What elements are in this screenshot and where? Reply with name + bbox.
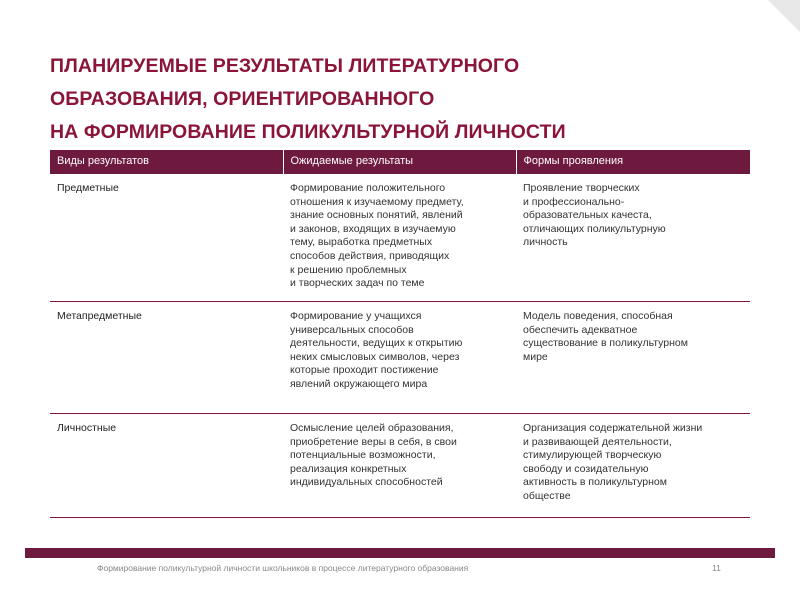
header-expected-results: Ожидаемые результаты: [283, 150, 516, 174]
page-number: 11: [712, 563, 721, 573]
table-header-row: [50, 150, 750, 174]
results-table: [50, 150, 750, 518]
title-line-3: НА ФОРМИРОВАНИЕ ПОЛИКУЛЬТУРНОЙ ЛИЧНОСТИ: [50, 121, 566, 143]
table-row: [50, 302, 750, 414]
footer-caption: Формирование поликультурной личности школьников в процессе литературного образования: [97, 563, 469, 573]
cell-manifestation-form: Модель поведения, способная обеспечить адекватное существование в поликультурном мире: [516, 302, 750, 414]
cell-expected-result: Осмысление целей образования, приобретение веры в себя, в свои потенциальные возможности, реализация конкретных индивидуальных способностей: [283, 414, 516, 518]
cell-result-type: Предметные: [50, 174, 283, 302]
title-line-1: ПЛАНИРУЕМЫЕ РЕЗУЛЬТАТЫ ЛИТЕРАТУРНОГО: [50, 55, 520, 77]
cell-expected-result: Формирование у учащихся универсальных способов деятельности, ведущих к открытию неких смысловых символов, через которые проходит постижение явлений окружающего мира: [283, 302, 516, 414]
cell-manifestation-form: Проявление творческих и профессионально- образовательных качеста, отличающих поликультурную личность: [516, 174, 750, 302]
cell-manifestation-form: Организация содержательной жизни и развивающей деятельности, стимулирующей творческую свободу и созидательную активность в поликультурном обществе: [516, 414, 750, 518]
cell-result-type: Метапредметные: [50, 302, 283, 414]
table-row: [50, 174, 750, 302]
header-manifestation-forms: Формы проявления: [516, 150, 750, 174]
title-line-2: ОБРАЗОВАНИЯ, ОРИЕНТИРОВАННОГО: [50, 88, 435, 110]
footer-bar: [25, 548, 775, 558]
table-row: [50, 414, 750, 518]
cell-expected-result: Формирование положительного отношения к изучаемому предмету, знание основных понятий, явлений и законов, входящих в изучаемую тему, выработка предметных способов действия, приводящих к решению проблемных и творческих задач по теме: [283, 174, 516, 302]
corner-fold-decoration: [768, 0, 800, 32]
cell-result-type: Личностные: [50, 414, 283, 518]
page-title: [50, 50, 770, 149]
header-result-types: Виды результатов: [50, 150, 283, 174]
